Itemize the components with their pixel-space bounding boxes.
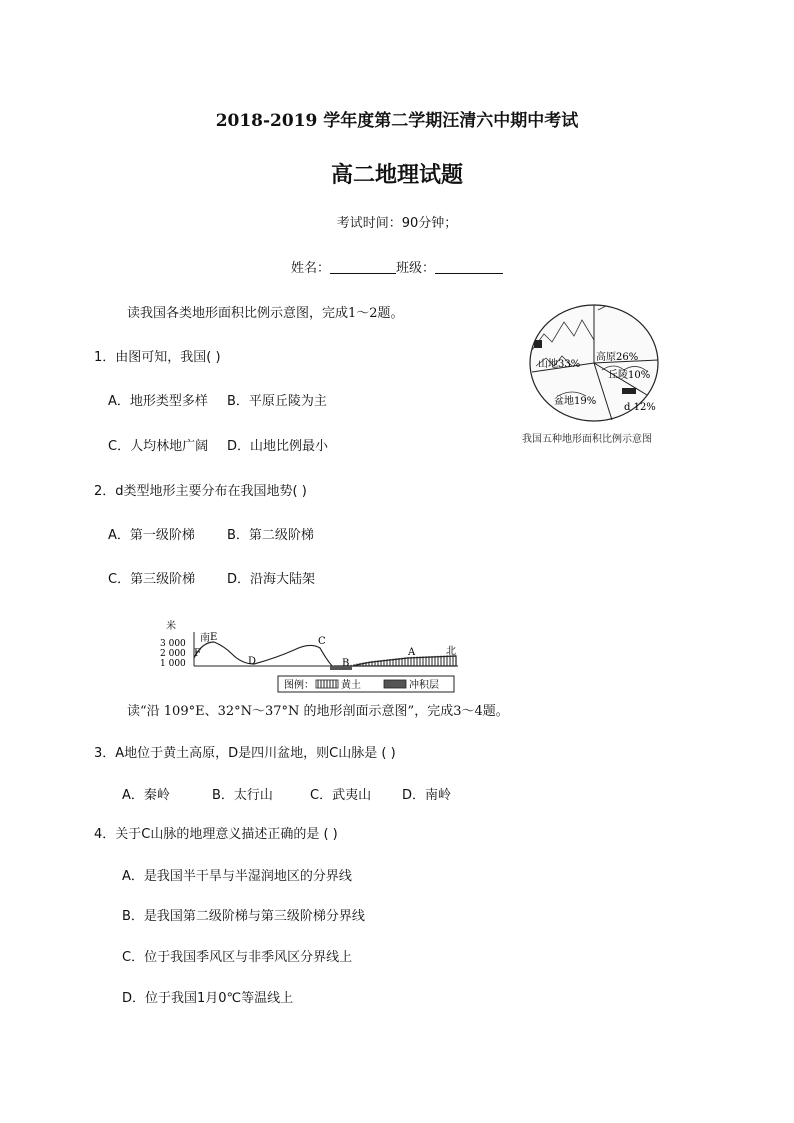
q4-option-a[interactable]: A．是我国半干旱与半湿润地区的分界线 xyxy=(122,869,352,884)
student-info-line xyxy=(0,257,794,276)
q4-option-d[interactable]: D．位于我国1月0℃等温线上 xyxy=(122,991,294,1006)
profile-point-b: B xyxy=(342,658,350,669)
profile-point-d: D xyxy=(248,656,257,667)
profile-point-a: A xyxy=(408,647,416,658)
profile-unit: 米 xyxy=(166,621,176,632)
q4-stem: 4．关于C山脉的地理意义描述正确的是 ( ) xyxy=(94,827,338,842)
mountain-block xyxy=(534,340,542,348)
exam-title: 2018-2019 学年度第二学期汪清六中期中考试 xyxy=(215,111,579,131)
q4-option-c[interactable]: C．位于我国季风区与非季风区分界线上 xyxy=(122,950,353,965)
q2-option-c[interactable]: C．第三级阶梯 xyxy=(108,572,196,587)
profile-south: 南 xyxy=(200,633,210,644)
plain-block xyxy=(622,388,636,394)
class-label: 班级： xyxy=(396,261,436,276)
q4-option-b[interactable]: B．是我国第二级阶梯与第三级阶梯分界线 xyxy=(122,909,365,924)
profile-legend-loess: 黄土 xyxy=(341,680,361,691)
q3-option-d[interactable]: D．南岭 xyxy=(402,788,452,803)
profile-legend-title: 图例： xyxy=(284,680,314,691)
name-label: 姓名： xyxy=(290,261,330,276)
q3-option-c[interactable]: C．武夷山 xyxy=(310,788,372,803)
terrain-profile-figure xyxy=(158,618,468,698)
profile-north: 北 xyxy=(446,646,456,657)
q2-option-d[interactable]: D．沿海大陆架 xyxy=(227,572,316,587)
legend-loess-swatch xyxy=(316,680,338,688)
q1-option-a[interactable]: A．地形类型多样 xyxy=(108,394,208,409)
profile-point-e: E xyxy=(210,632,218,643)
profile-legend-alluvium: 冲积层 xyxy=(409,680,439,691)
intro-profile: 读“沿 109°E、32°N～37°N 的地形剖面示意图”，完成3～4题。 xyxy=(127,704,509,719)
q1-option-b[interactable]: B．平原丘陵为主 xyxy=(227,394,327,409)
pie-label-hill: 丘陵10% xyxy=(608,370,651,381)
q1-stem: 1．由图可知，我国( ) xyxy=(94,350,221,365)
pie-label-mountain: 山地33% xyxy=(538,359,581,370)
q1-option-c[interactable]: C．人均林地广阔 xyxy=(108,439,209,454)
pie-caption: 我国五种地形面积比例示意图 xyxy=(522,434,652,445)
q1-option-d[interactable]: D．山地比例最小 xyxy=(227,439,329,454)
q2-option-b[interactable]: B．第二级阶梯 xyxy=(227,528,314,543)
pie-label-plateau: 高原26% xyxy=(596,352,639,363)
profile-tick-3000: 3 000 xyxy=(160,639,186,649)
q2-stem: 2．d类型地形主要分布在我国地势( ) xyxy=(94,484,307,499)
subject-title: 高二地理试题 xyxy=(330,162,463,188)
profile-point-f: F xyxy=(194,648,201,659)
profile-tick-2000: 2 000 xyxy=(160,649,186,659)
q3-option-a[interactable]: A．秦岭 xyxy=(122,788,170,803)
q3-option-b[interactable]: B．太行山 xyxy=(212,788,273,803)
class-blank[interactable] xyxy=(435,259,503,274)
intro-pie: 读我国各类地形面积比例示意图，完成1～2题。 xyxy=(127,306,404,321)
terrain-pie-figure xyxy=(524,300,664,426)
profile-point-c: C xyxy=(318,636,326,647)
q3-stem: 3．A地位于黄土高原，D是四川盆地，则C山脉是 ( ) xyxy=(94,746,396,761)
profile-loess-fill xyxy=(334,655,456,666)
exam-time: 考试时间：90分钟； xyxy=(336,216,458,231)
legend-alluvium-swatch xyxy=(384,680,406,688)
q2-option-a[interactable]: A．第一级阶梯 xyxy=(108,528,195,543)
profile-tick-1000: 1 000 xyxy=(160,659,186,669)
pie-label-d: d 12% xyxy=(624,402,656,413)
pie-label-basin: 盆地19% xyxy=(554,396,597,407)
name-blank[interactable] xyxy=(330,259,396,274)
